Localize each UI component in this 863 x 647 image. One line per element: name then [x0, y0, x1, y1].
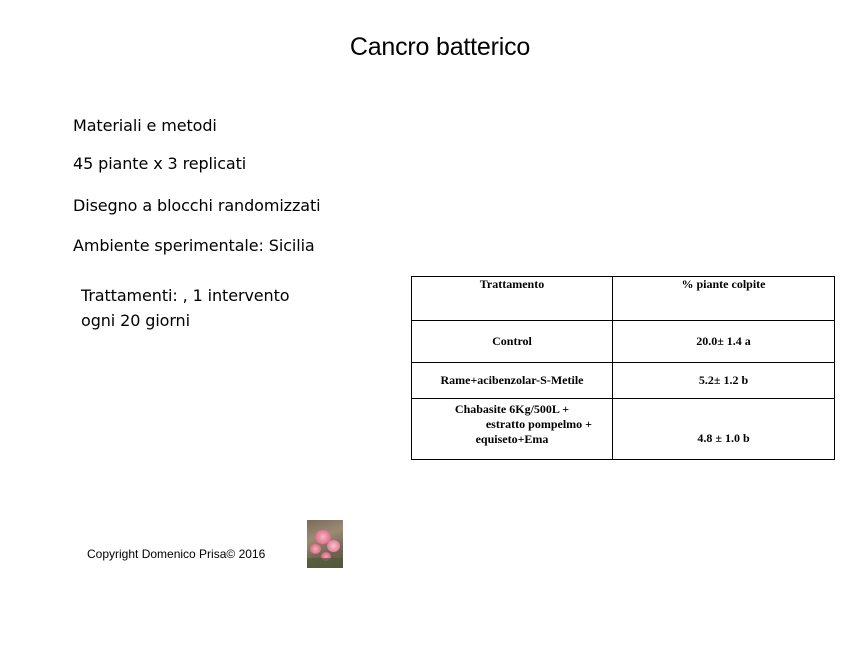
- treatments-line-1: Trattamenti: , 1 intervento: [81, 286, 290, 305]
- header-percent: % piante colpite: [613, 277, 835, 321]
- text-design: Disegno a blocchi randomizzati: [73, 196, 321, 215]
- flower-photo-icon: [307, 520, 343, 568]
- cell-value: 4.8 ± 1.0 b: [613, 399, 835, 460]
- text-materials: Materiali e metodi: [73, 116, 217, 135]
- copyright-text: Copyright Domenico Prisa© 2016: [87, 547, 266, 561]
- cell-treatment: Rame+acibenzolar-S-Metile: [412, 363, 613, 399]
- header-treatment: Trattamento: [412, 277, 613, 321]
- table-row: [412, 399, 835, 460]
- table-header-row: [412, 277, 835, 321]
- flower-blossom: [310, 544, 321, 554]
- treatment-line-3: equiseto+Ema: [475, 432, 549, 446]
- results-table: [411, 276, 835, 460]
- slide-title: Cancro batterico: [349, 33, 531, 61]
- treatment-line-1: Chabasite 6Kg/500L +: [454, 402, 570, 416]
- cell-treatment: [412, 399, 613, 460]
- table-row: [412, 321, 835, 363]
- cell-treatment: Control: [412, 321, 613, 363]
- text-treatments: [81, 283, 341, 333]
- text-plants: 45 piante x 3 replicati: [73, 154, 247, 173]
- treatments-line-2: ogni 20 giorni: [81, 311, 190, 330]
- treatment-line-2: estratto pompelmo +: [485, 417, 592, 431]
- flower-blossom: [327, 540, 340, 552]
- foliage: [307, 558, 343, 568]
- cell-value: 5.2± 1.2 b: [613, 363, 835, 399]
- table-row: [412, 363, 835, 399]
- text-environment: Ambiente sperimentale: Sicilia: [73, 236, 315, 255]
- cell-value: 20.0± 1.4 a: [613, 321, 835, 363]
